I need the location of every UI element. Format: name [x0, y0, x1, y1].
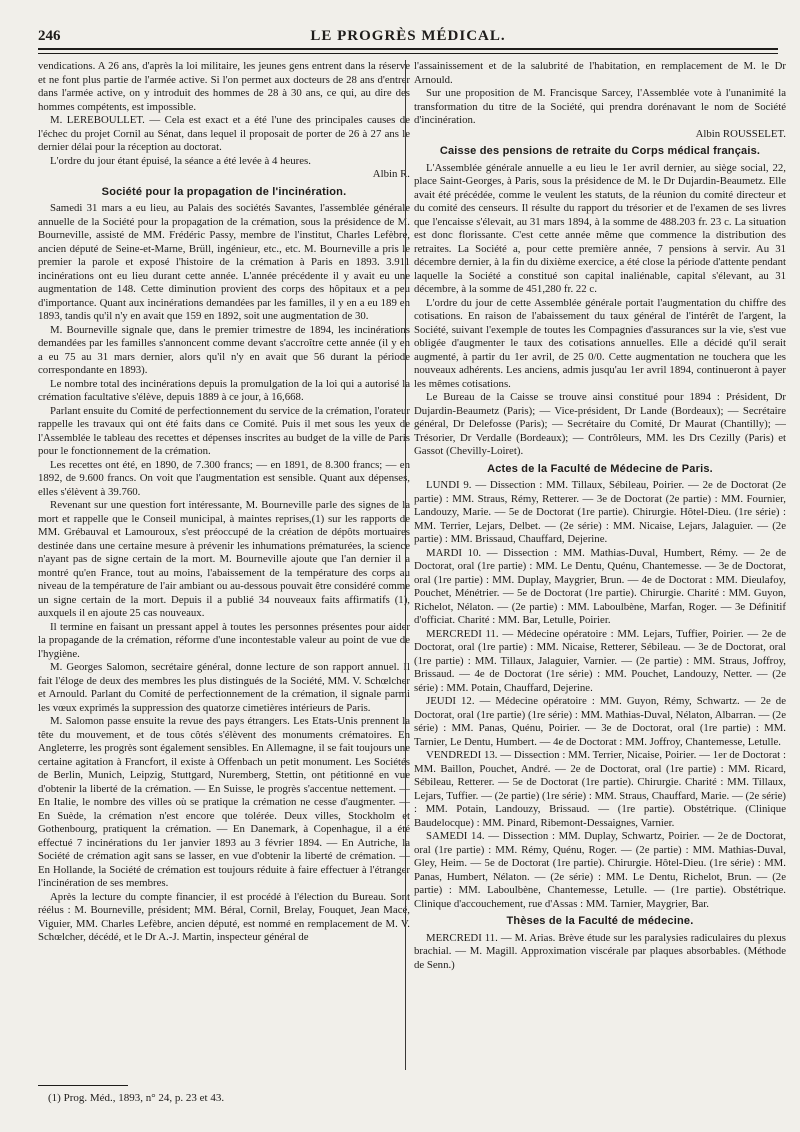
paragraph: M. Salomon passe ensuite la revue des pays étrangers. Les Etats-Unis prennent la tête du mouvement, et de tous côtés s'élèvent des monuments crématoires. En Angleterre, les progrès sont également sensibles. En Allemagne, il se fait toujours une certaine agitation à Francfort, il existe à Offenbach un petit monument. Les Sociétés de Berlin, Munich, Leipzig, Stuttgard, Nuremberg, Stettin, ont pétitionné en vue d'obtenir la liberté de la crémation. — En Suisse, le progrès s'accentue nettement. — En Italie, le nombre des villes où se pratique la crémation ne cesse d'augmenter. — En Suède, la crémation n'est encore que tolérée. Deux villes, Stockholm et Gothenbourg, pratiquent la crémation. — En Danemark, à Copenhague, il a été effectué 7 incinérations du 1er janvier 1893 au 3 février 1894. — En Autriche, la Société de crémation agit sans se lasser, en vue d'obtenir la liberté de crémation. — En Hollande, la Société de crémation est toujours réduite à faire effectuer à l'étranger l'incinération de ses membres.: [38, 715, 410, 889]
paragraph: JEUDI 12. — Médecine opératoire : MM. Guyon, Rémy, Schwartz. — 2e de Doctorat, oral (1re partie) (1re série) : MM. Mathias-Duval, Nélaton, Albarran. — (2e série) : MM. Panas, Quénu, Poirier. — 3e de Doctorat, oral (1re partie) : MM. Tarnier, Le Dentu, Humbert. — 4e de Doctorat : MM. Joffroy, Chantemesse, Letulle.: [414, 695, 786, 748]
header-rule-thin: [38, 53, 778, 54]
paragraph: vendications. A 26 ans, d'après la loi militaire, les jeunes gens entrent dans la réserve et ne font plus partie de l'armée active. Si l'on permet aux docteurs de 28 ans d'entrer dans l'armée active, on y introduit des hommes de 28 à 30 ans, ce qui, au dire des hommes compétents, est impossible.: [38, 60, 410, 113]
paragraph: M. Georges Salomon, secrétaire général, donne lecture de son rapport annuel. Il fait l'éloge de deux des membres les plus distingués de la Société, MM. V. Schœlcher et Arnould. Parlant du Comité de perfectionnement de la crémation, il signale parmi les vœux exprimés la suppression des quatorze cimetières intérieurs de Paris.: [38, 661, 410, 714]
paragraph: L'Assemblée générale annuelle a eu lieu le 1er avril dernier, au siège social, 22, place Saint-Georges, à Paris, sous la présidence de M. le Dr Dujardin-Beaumetz. Elle avait été précédée, comme le veulent les statuts, de la réunion du comité directeur et du comité des censeurs. Il résulte du rapport du trésorier et de l'examen de ses livres que l'encaisse s'élevait, au 31 mars 1894, à la somme de 488.203 fr. 23 c. La situation est donc florissante. C'est cette année même que commence la distribution des retraites. La Société a, pour cette première année, 7 pensions à servir. Au 31 décembre dernier, à la fin du dixième exercice, a été close la période d'attente pendant laquelle la Société a constitué son capital inaliénable, capital s'élevant, au 31 décembre, à la somme de 451,280 fr. 22 c.: [414, 161, 786, 295]
journal-title: LE PROGRÈS MÉDICAL.: [310, 28, 506, 44]
page-header: [38, 26, 778, 48]
paragraph: M. Bourneville signale que, dans le premier trimestre de 1894, les incinérations demandées par les familles s'annoncent comme devant s'accroître cette année (il y en a eu 75 au 31 mars dernier, alors qu'il n'y en avait que 56 durant la période correspondante en 1893).: [38, 323, 410, 376]
paragraph: Le Bureau de la Caisse se trouve ainsi constitué pour 1894 : Président, Dr Dujardin-Beaumetz (Paris); — Vice-président, Dr Lande (Bordeaux); — Secrétaire général, Dr Delefosse (Paris); — Secrétaire du Comité, Dr Maurat (Chantilly); — Trésorier, Dr Verdalle (Bordeaux); — Contrôleurs, MM. les Drs Cezilly (Paris) et Gassot (Chevilly-Loiret).: [414, 391, 786, 457]
paragraph: Il termine en faisant un pressant appel à toutes les personnes présentes pour aider la propagande de la crémation, réforme d'une incontestable valeur au point de vue de l'hygiène.: [38, 620, 410, 660]
paragraph: L'ordre du jour étant épuisé, la séance a été levée à 4 heures.: [50, 154, 311, 167]
paragraph: L'ordre du jour de cette Assemblée générale portait l'augmentation du chiffre des cotisations. En raison de l'abaissement du taux général de l'intérêt de l'argent, la Société, suivant l'exemple de toutes les Compagnies d'assurances sur la vie, s'est vue obligée d'augmenter le taux des cotisations annuelles. Elle a décidé qu'il serait augmenté, à partir du 1er avril, de 25 0/0. Cette augmentation ne touchera que les nouveaux adhérents. Les anciens, admis jusqu'au 1er avril 1894, continueront à payer les mêmes cotisations.: [414, 296, 786, 390]
section-heading: Société pour la propagation de l'incinération.: [101, 185, 347, 198]
paragraph: Les recettes ont été, en 1890, de 7.300 francs; — en 1891, de 8.300 francs; — en 1892, de 9.600 francs. On voit que l'augmentation est sensible. Quant aux dépenses, elles s'élèvent à 39.760.: [38, 458, 410, 498]
paragraph: Après la lecture du compte financier, il est procédé à l'élection du Bureau. Sont réélus : M. Bourneville, président; MM. Béral, Cornil, Brelay, Fouquet, Jean Macé, Viguier, MM. Charles Lefèbre, ancien député, est nommé en remplacement de M. V. Schœlcher, décédé, et le Dr A.-J. Martin, inspecteur général de: [38, 890, 410, 943]
paragraph: MERCREDI 11. — M. Arias. Brève étude sur les paralysies radiculaires du plexus brachial. — M. Magill. Approximation viscérale par plaques absorbables. (Méthode de Senn.): [414, 931, 786, 971]
paragraph: SAMEDI 14. — Dissection : MM. Duplay, Schwartz, Poirier. — 2e de Doctorat, oral (1re partie) : MM. Rémy, Quénu, Roger. — (2e partie) : MM. Mathias-Duval, Gley, Heim. — 5e de Doctorat (1re partie). Chirurgie. Hôtel-Dieu. (1re série) : MM. Panas, Humbert, Nélaton. — (2e série) : MM. Le Dentu, Richelot, Brun. — (2e partie) : MM. Laboulbène, Chantemesse, Letulle. — (1re partie). Obstétrique. Clinique d'accouchement, rue d'Assas : MM. Tarnier, Maygrier, Bar.: [414, 830, 786, 910]
paragraph: MERCREDI 11. — Médecine opératoire : MM. Lejars, Tuffier, Poirier. — 2e de Doctorat, oral (1re partie) : MM. Nicaise, Retterer, Sébileau. — 3e de Doctorat, oral (1re partie) : MM. Tillaux, Jalaguier, Varnier. — (2e partie) : MM. Straus, Joffroy, Brissaud. — 4e de Doctorat (1re série) : MM. Pouchet, Landouzy, Netter. — (2e série) : MM. Potain, Chauffard, Dejerine.: [414, 627, 786, 694]
section-heading: Thèses de la Faculté de médecine.: [506, 915, 694, 927]
paragraph: Samedi 31 mars a eu lieu, au Palais des sociétés Savantes, l'assemblée générale annuelle de la Société pour la propagation de la crémation, sous la présidence de M. Bourneville, assisté de MM. Frédéric Passy, membre de l'institut, Charles Lefèbre, ancien député de Seine-et-Marne, Brüll, ingénieur, etc., etc. M. Bourneville a pris le premier la parole et exposé l'histoire de la crémation à Paris en 1893. 3.911 incinérations ont eu lieu durant cette année. L'année précédente il y avait eu une augmentation de 148. Cette diminution provient des corps des hôpitaux et a peu d'importance. Quant aux incinérations demandées par les familles, il y en a eu 189 en 1893, tandis qu'il n'y en avait que 159 en 1892, soit une augmentation de 30.: [38, 202, 410, 322]
paragraph: Sur une proposition de M. Francisque Sarcey, l'Assemblée vote à l'unanimité la transformation du titre de la Société, qui prendra dorénavant le nom de Société d'incinération.: [414, 87, 786, 126]
paragraph: MARDI 10. — Dissection : MM. Mathias-Duval, Humbert, Rémy. — 2e de Doctorat, oral (1re partie) : MM. Le Dentu, Quénu, Chantemesse. — 3e de Doctorat, oral (1re partie) : MM. Duplay, Maygrier, Brun. — 4e de Doctorat : MM. Dieulafoy, Pouchet, Ménétrier. — 5e de Doctorat (1re partie). Chirurgie. Charité : MM. Guyon, Richelot, Nélaton. — (2e partie) : MM. Laboulbène, Marfan, Roger. — 3e Définitif d'officiat. Charité : MM. Bar, Letulle, Poirier.: [414, 546, 786, 626]
section-heading: Actes de la Faculté de Médecine de Paris.: [487, 462, 713, 475]
paragraph: LUNDI 9. — Dissection : MM. Tillaux, Sébileau, Poirier. — 2e de Doctorat (2e partie) : MM. Straus, Rémy, Retterer. — 3e de Doctorat (2e partie) : MM. Fournier, Landouzy, Marie. — 5e de Doctorat (1re partie). Chirurgie. Hôtel-Dieu. (1re série) : MM. Terrier, Lejars, Delbet. — (2e série) : MM. Nicaise, Lejars, Jalaguier. — (2e partie) : MM. Brissaud, Chauffard, Dejerine.: [414, 479, 786, 545]
paragraph: Parlant ensuite du Comité de perfectionnement du service de la crémation, l'orateur rappelle les travaux qui ont été faits dans ce Comité. Puis il met sous les yeux de l'Assemblée le tableau des recettes et dépenses inscrites au budget de la ville de Paris pour le fonctionnement de la crémation.: [38, 404, 410, 457]
page-number: 246: [38, 28, 61, 44]
paragraph: Revenant sur une question fort intéressante, M. Bourneville parle des signes de la mort et rappelle que le Conseil municipal, à maintes reprises,(1) sur les rapports de MM. Grébauval et Lamouroux, s'est préoccupé de la création de dépôts mortuaires destinée dans une certaine mesure à prévenir les inhumations prématurées, la science n'ayant pas de signe certain de la mort. M. Bourneville ajoute que l'an dernier il a montré qu'en France, tout au moins, l'abaissement de la température des corps au niveau de la température de l'air ambiant ou au-dessous pouvait être considéré comme un signe certain de la mort. Depuis il a publié 34 nouveaux faits affirmatifs (1), auxquels il en ajoute 25 cas nouveaux.: [38, 499, 410, 619]
paragraph: VENDREDI 13. — Dissection : MM. Terrier, Nicaise, Poirier. — 1er de Doctorat : MM. Baillon, Pouchet, André. — 2e de Doctorat, oral (1re partie) : MM. Ricard, Sébileau, Retterer. — 5e de Doctorat (1re partie). Chirurgie. Charité : MM. Tillaux, Lejars, Tuffier. — (2e partie) (1re série) : MM. Straus, Chauffard, Marie. — (2e série) : MM. Potain, Landouzy, Brissaud. — (1re partie). Obstétrique. (Clinique Baudelocque) : MM. Pinard, Ribemont-Dessaignes, Varnier.: [414, 749, 786, 829]
paragraph: Le nombre total des incinérations depuis la promulgation de la loi qui a autorisé la crémation facultative s'élève, depuis 1889 à ce jour, à 16,668.: [38, 377, 410, 403]
signature: Albin R.: [372, 168, 410, 180]
section-heading: Caisse des pensions de retraite du Corps médical français.: [439, 145, 761, 157]
right-column: [414, 60, 786, 1070]
header-rule: [38, 48, 778, 50]
column-divider: [405, 60, 406, 1070]
signature: Albin ROUSSELET.: [695, 127, 786, 140]
left-column: [38, 60, 410, 1070]
footnote-rule: [38, 1085, 128, 1086]
paragraph: l'assainissement et de la salubrité de l'habitation, en remplacement de M. le Dr Arnould.: [414, 60, 786, 86]
footnote: (1) Prog. Méd., 1893, n° 24, p. 23 et 43.: [48, 1092, 225, 1104]
paragraph: M. LEREBOULLET. — Cela est exact et a été l'une des principales causes de l'échec du projet Cornil au Sénat, dans lequel il proposait de porter de 26 à 27 ans le dernier délai pour la réception au doctorat.: [38, 114, 410, 153]
